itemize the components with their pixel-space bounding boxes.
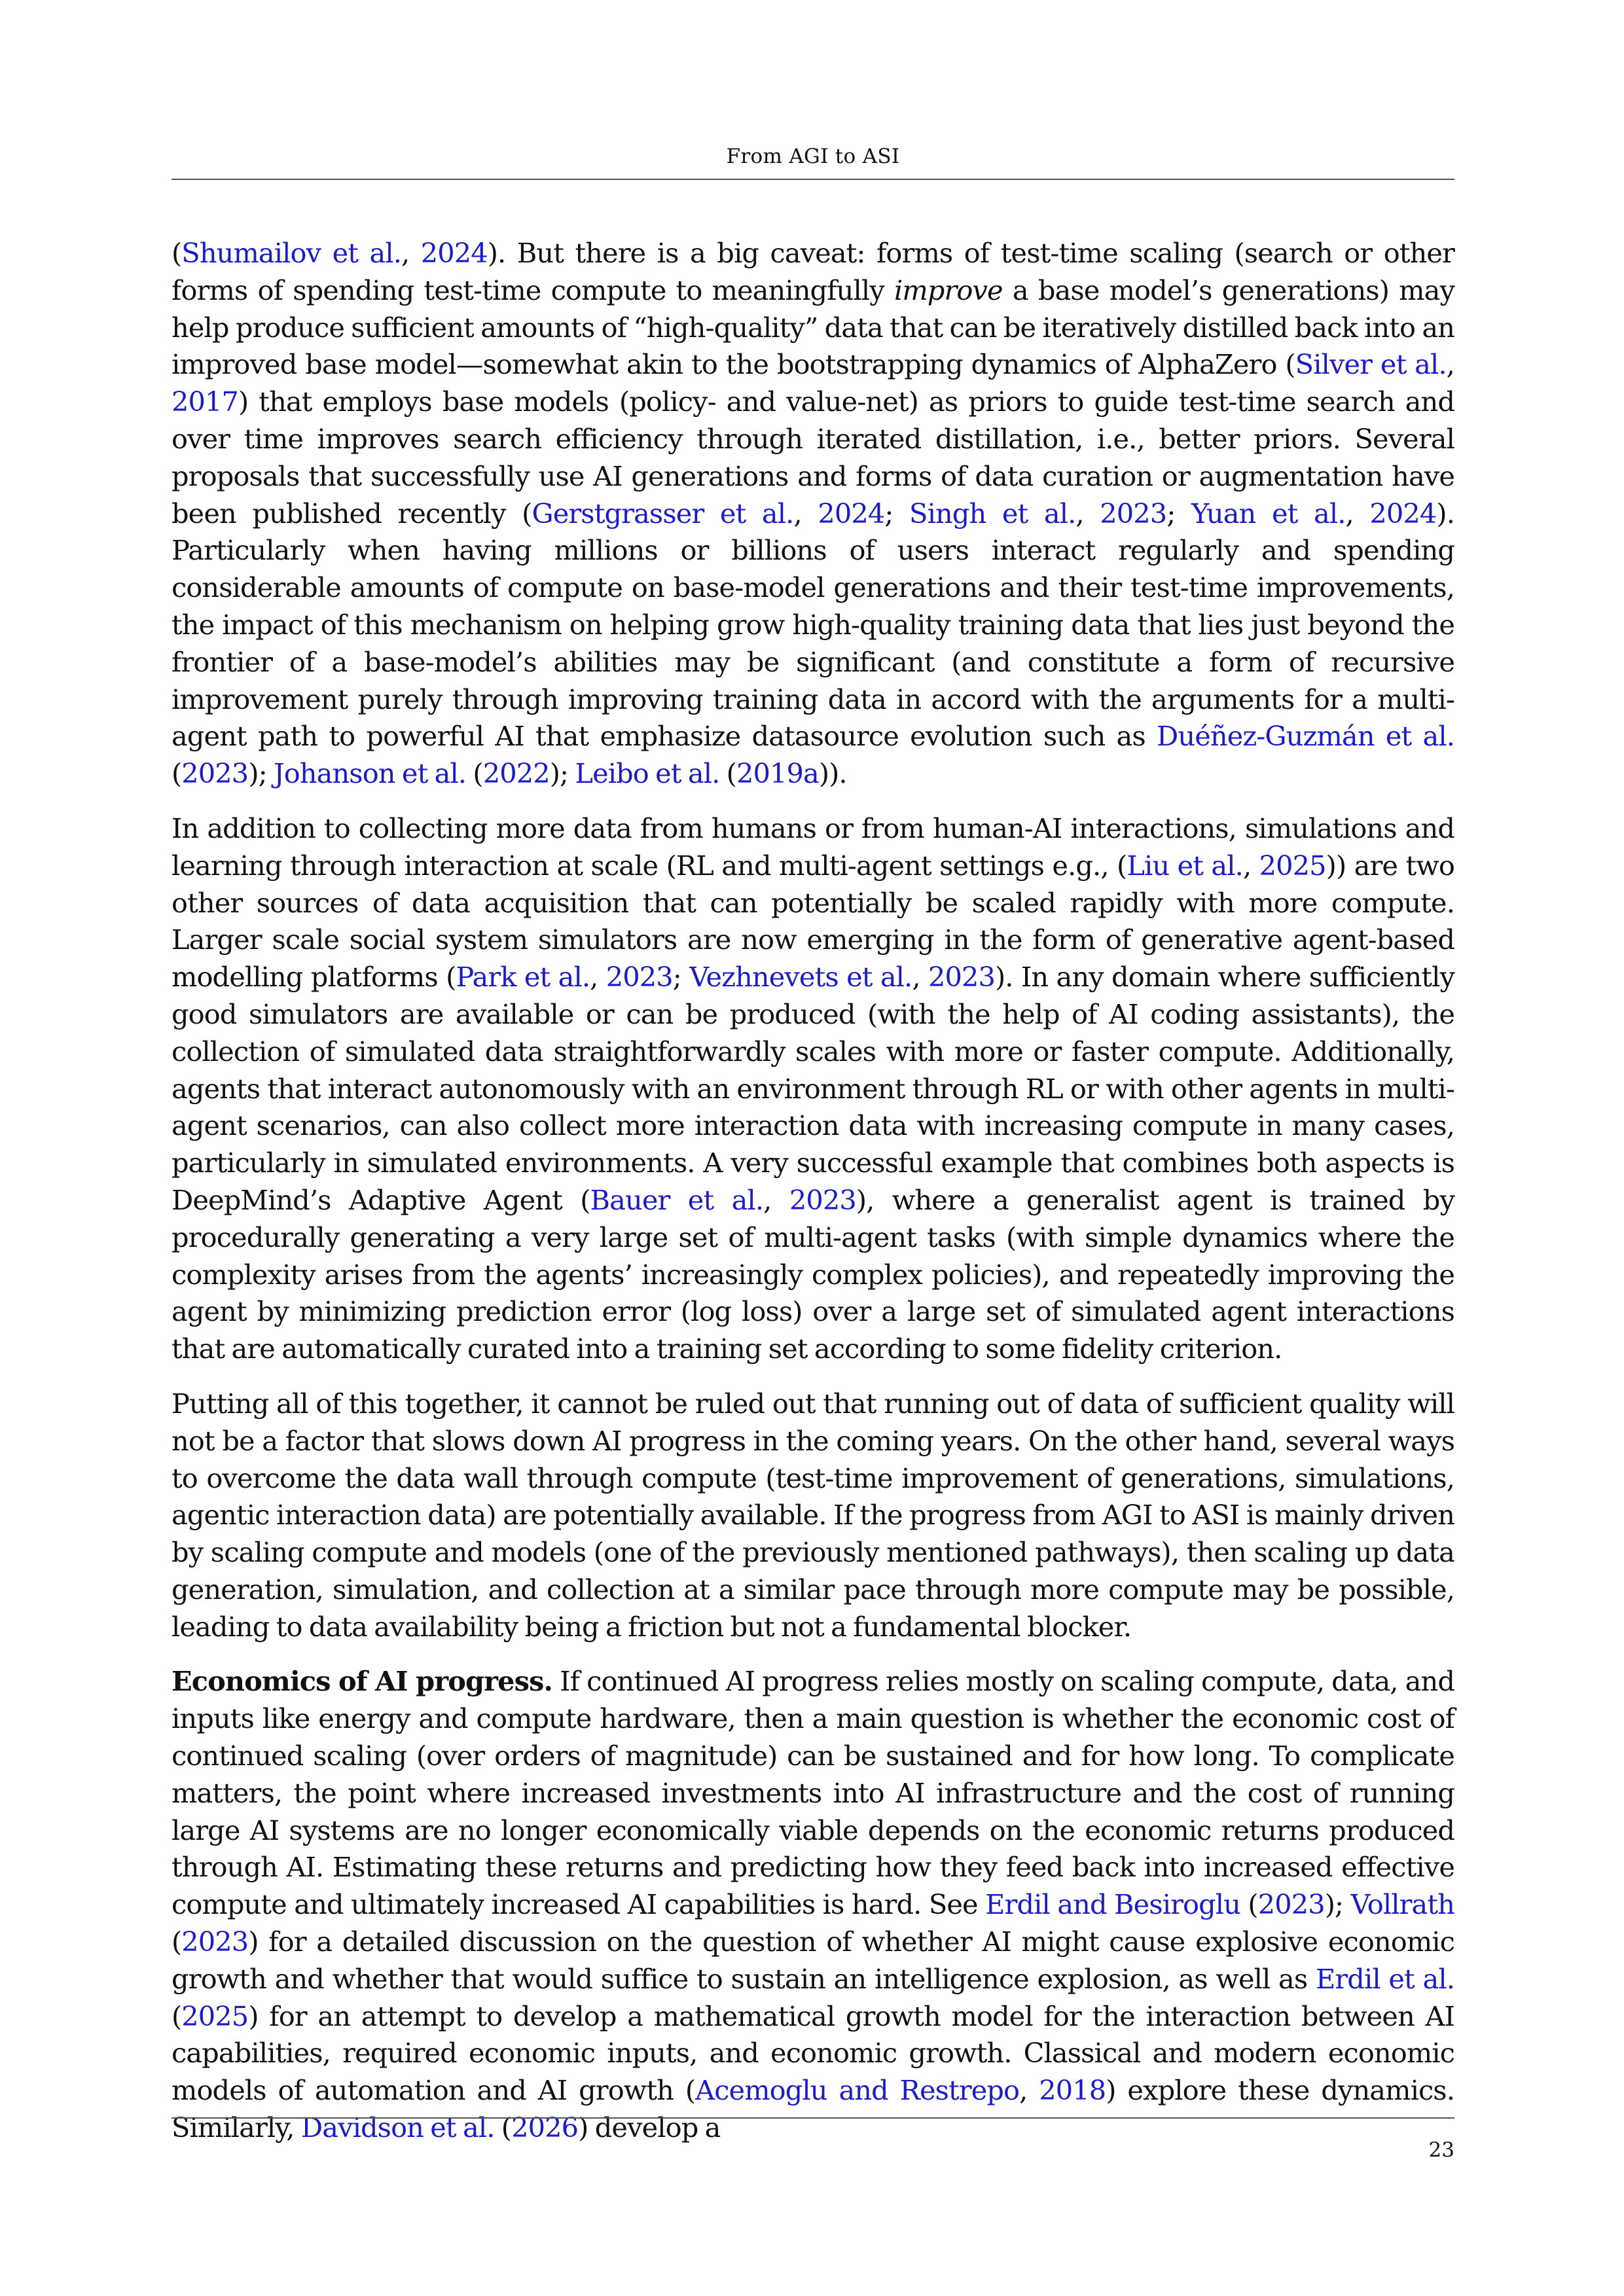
paragraph-2: In addition to collecting more data from humans or from human-AI interactions, simulations and learning through interaction at scale (RL and multi-agent settings e.g., (Liu et al., 2025)) are two other sources of data acquisition that can potentially be scaled rapidly with more compute. Larger scale social system simulators are now emerging in the form of generative agent-based modelling platforms (Park et al., 2023; Vezhnevets et al., 2023). In any domain where sufficiently good simulators are available or can be produced (with the help of AI coding assistants), the collection of simulated data straightforwardly scales with more or faster compute. Additionally, agents that interact autonomously with an environment through RL or with other agents in multi-agent scenarios, can also collect more interaction data with increasing compute in many cases, particularly in simulated environments. A very successful example that combines both aspects is DeepMind’s Adaptive Agent (Bauer et al., 2023), where a generalist agent is trained by procedurally generating a very large set of multi-agent tasks (with simple dynamics where the complexity arises from the agents’ increasingly complex policies), and repeatedly improving the agent by minimizing prediction error (log loss) over a large set of simulated agent interactions that are automatically curated into a training set according to some fidelity criterion. — [171, 812, 1455, 1365]
citation-year-link[interactable]: 2017 — [171, 386, 239, 418]
citation-year-link[interactable]: 2024 — [1369, 497, 1437, 529]
citation-year-link[interactable]: 2023 — [181, 1926, 249, 1958]
citation-year-link[interactable]: 2018 — [1039, 2074, 1106, 2107]
citation-link[interactable]: Vollrath — [1350, 1888, 1455, 1921]
paragraph-1: (Shumailov et al., 2024). But there is a big caveat: forms of test-time scaling (search or other forms of spending test-time compute to meaningfully improve a base model’s generations) may help produce sufficient amounts of “high-quality” data that can be iteratively distilled back into an improved base model—somewhat akin to the bootstrapping dynamics of AlphaZero (Silver et al., 2017) that employs base models (policy- and value-net) as priors to guide test-time search and over time improves search efficiency through iterated distillation, i.e., better priors. Several proposals that successfully use AI generations and forms of data curation or augmentation have been published recently (Gerstgrasser et al., 2024; Singh et al., 2023; Yuan et al., 2024). Particularly when having millions or billions of users interact regularly and spending considerable amounts of compute on base-model generations and their test-time improvements, the impact of this mechanism on helping grow high-quality training data that lies just beyond the frontier of a base-model’s abilities may be significant (and constitute a form of recursive improvement purely through improving training data in accord with the arguments for a multi-agent path to powerful AI that emphasize datasource evolution such as Duéñez-Guzmán et al. (2023); Johanson et al. (2022); Leibo et al. (2019a)). — [171, 237, 1455, 790]
paragraph-3: Putting all of this together, it cannot be ruled out that running out of data of sufficient quality will not be a factor that slows down AI progress in the coming years. On the other hand, several ways to overcome the data wall through compute (test-time improvement of generations, simulations, agentic interaction data) are potentially available. If the progress from AGI to ASI is mainly driven by scaling compute and models (one of the previously mentioned pathways), then scaling up data generation, simulation, and collection at a similar pace through more compute may be possible, leading to data availability being a friction but not a fundamental blocker. — [171, 1387, 1454, 1643]
citation-year-link[interactable]: 2024 — [420, 237, 488, 269]
citation-link[interactable]: Davidson et al. — [300, 2111, 495, 2144]
body-text — [171, 235, 1454, 2164]
citation-year-link[interactable]: 2022 — [482, 757, 550, 790]
citation-link[interactable]: Silver et al. — [1295, 348, 1447, 381]
citation-link[interactable]: Vezhnevets et al. — [689, 961, 912, 994]
citation-year-link[interactable]: 2023 — [789, 1183, 856, 1216]
citation-year-link[interactable]: 2023 — [928, 961, 995, 994]
citation-year-link[interactable]: 2024 — [818, 497, 885, 529]
citation-link[interactable]: Park et al. — [456, 961, 590, 994]
citation-year-link[interactable]: 2019a — [736, 757, 819, 790]
citation-year-link[interactable]: 2023 — [605, 961, 673, 994]
citation-link[interactable]: Liu et al. — [1127, 849, 1243, 882]
citation-link[interactable]: Yuan et al. — [1191, 497, 1346, 529]
citation-link[interactable]: Duéñez-Guzmán et al. — [1157, 720, 1454, 753]
paragraph-4: Economics of AI progress. If continued AI progress relies mostly on scaling compute, data, and inputs like energy and compute hardware, then a main question is whether the economic cost of continued scaling (over orders of magnitude) can be sustained and for how long. To complicate matters, the point where increased investments into AI infrastructure and the cost of running large AI systems are no longer economically viable depends on the economic returns produced through AI. Estimating these returns and predicting how they feed back into increased effective compute and ultimately increased AI capabilities is hard. See Erdil and Besiroglu (2023); Vollrath (2023) for a detailed discussion on the question of whether AI might cause explosive economic growth and whether that would suffice to sustain an intelligence explosion, as well as Erdil et al. (2025) for an attempt to develop a mathematical growth model for the interaction between AI capabilities, required economic inputs, and economic growth. Classical and modern economic models of automation and AI growth (Acemoglu and Restrepo, 2018) explore these dynamics. Similarly, Davidson et al. (2026) develop a — [171, 1665, 1455, 2144]
emphasis: improve — [893, 274, 1003, 306]
paragraph-heading: Economics of AI progress. — [171, 1665, 553, 1698]
citation-link[interactable]: Leibo et al. — [575, 757, 720, 790]
citation-year-link[interactable]: 2025 — [181, 2000, 249, 2032]
citation-link[interactable]: Erdil and Besiroglu — [985, 1888, 1240, 1921]
citation-year-link[interactable]: 2023 — [181, 757, 249, 790]
citation-year-link[interactable]: 2023 — [1257, 1888, 1325, 1921]
citation-link[interactable]: Johanson et al. — [273, 757, 467, 790]
citation-link[interactable]: Bauer et al. — [590, 1183, 764, 1216]
citation-link[interactable]: Erdil et al. — [1315, 1962, 1454, 1995]
footer-rule — [171, 2117, 1454, 2119]
citation-link[interactable]: Acemoglu and Restrepo — [695, 2074, 1020, 2107]
citation-link[interactable]: Shumailov et al. — [181, 237, 401, 269]
header-rule — [171, 179, 1454, 180]
citation-year-link[interactable]: 2023 — [1100, 497, 1167, 529]
citation-year-link[interactable]: 2026 — [511, 2111, 579, 2144]
citation-link[interactable]: Singh et al. — [909, 497, 1076, 529]
page-number: 23 — [1428, 2138, 1454, 2162]
running-header: From AGI to ASI — [726, 145, 900, 168]
citation-year-link[interactable]: 2025 — [1259, 849, 1326, 882]
citation-link[interactable]: Gerstgrasser et al. — [532, 497, 794, 529]
